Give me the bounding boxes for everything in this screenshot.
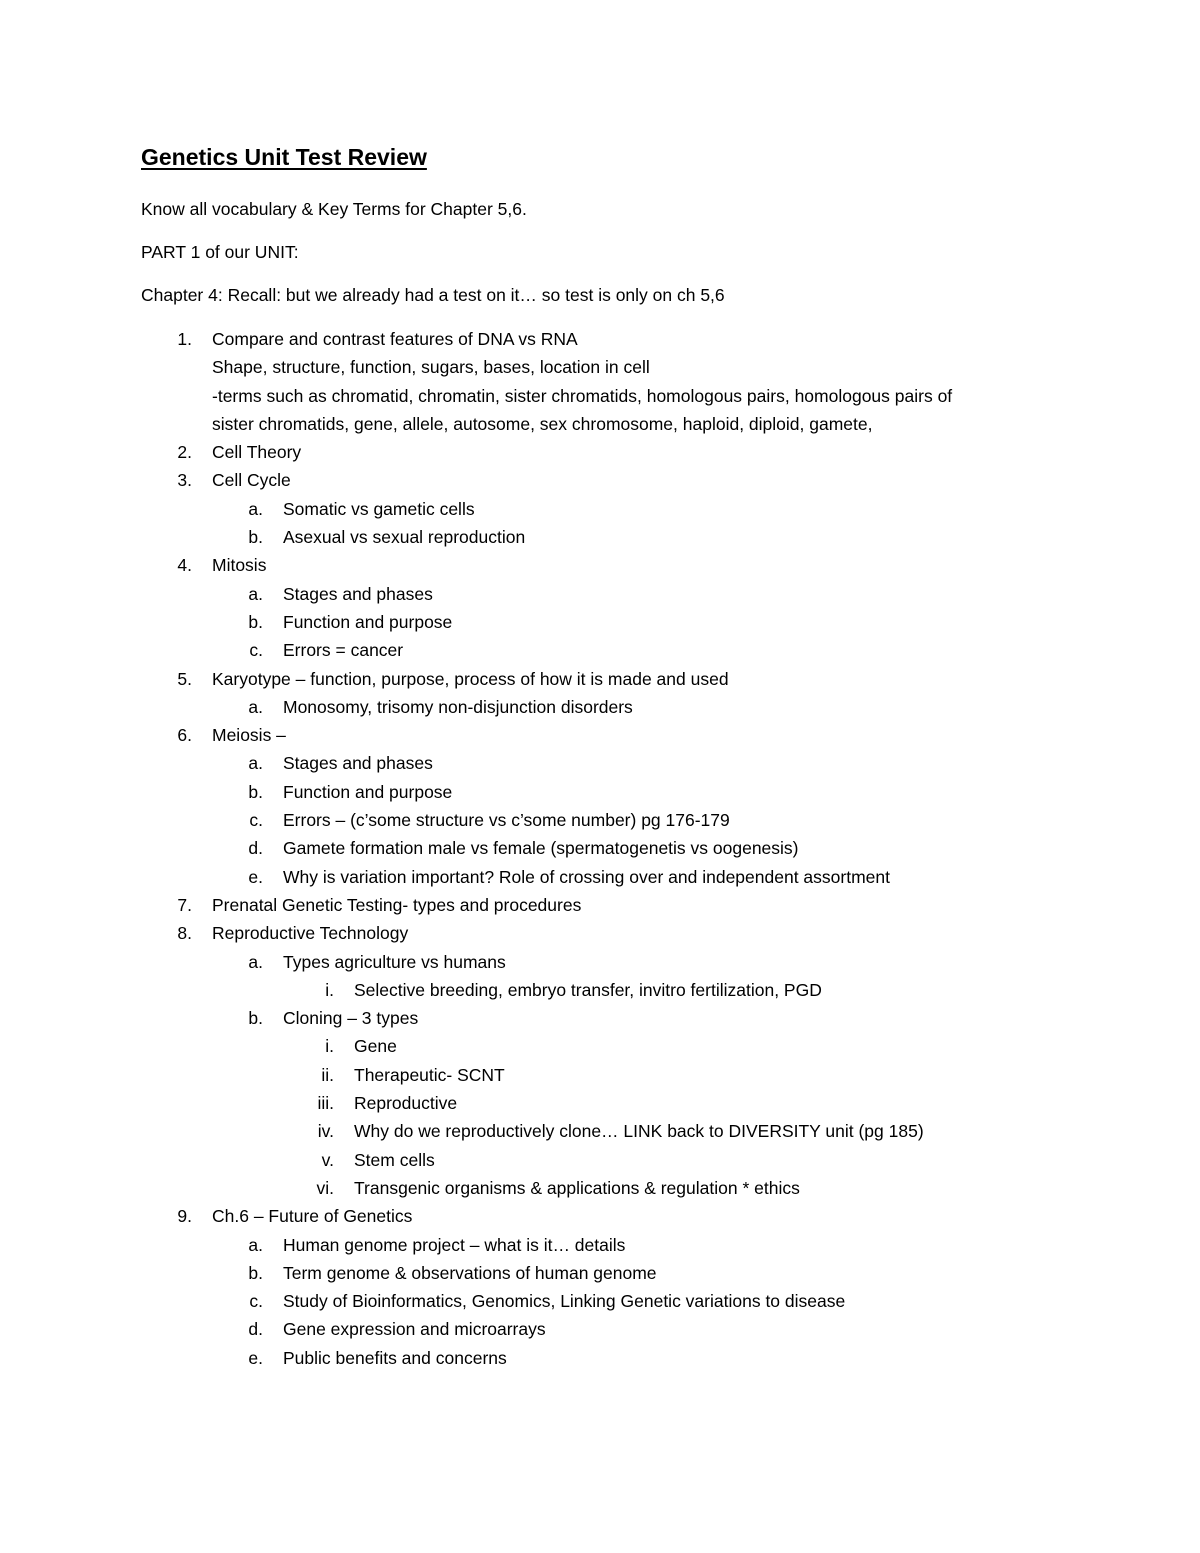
outline-item-level-2: [141, 1315, 1061, 1343]
list-item-text: Term genome & observations of human genome: [283, 1262, 657, 1283]
list-marker: b.: [248, 611, 263, 632]
outline-item-level-2: [141, 863, 1061, 891]
list-marker: a.: [248, 498, 263, 519]
list-marker: c.: [249, 810, 263, 831]
list-marker: c.: [249, 640, 263, 661]
outline-item-level-2: [141, 495, 1061, 523]
list-item-text: Somatic vs gametic cells: [283, 498, 475, 519]
list-marker: b.: [248, 527, 263, 548]
outline-item-level-2: [141, 1344, 1061, 1372]
outline-item-level-2: [141, 749, 1061, 777]
list-marker: d.: [248, 1319, 263, 1340]
list-marker: 6.: [177, 725, 192, 746]
list-item-text: Prenatal Genetic Testing- types and procedures: [212, 894, 582, 915]
outline-item-level-2: [141, 523, 1061, 551]
outline-item-level-1: [141, 665, 1061, 693]
list-item-text: Stages and phases: [283, 583, 433, 604]
outline-item-level-1: [141, 551, 1061, 579]
list-item-text: Why do we reproductively clone… LINK back to DIVERSITY unit (pg 185): [354, 1121, 924, 1142]
list-item-text: Gamete formation male vs female (spermatogenetis vs oogenesis): [283, 838, 799, 859]
list-item-text: Gene: [354, 1036, 397, 1057]
outline-continuation: [141, 382, 1061, 410]
list-marker: a.: [248, 696, 263, 717]
list-marker: i.: [325, 1036, 334, 1057]
list-item-text: Errors = cancer: [283, 640, 404, 661]
outline-item-level-2: [141, 1004, 1061, 1032]
outline-item-level-1: [141, 325, 1061, 353]
outline-item-level-1: [141, 438, 1061, 466]
outline-item-level-3: [141, 1032, 1061, 1060]
list-marker: b.: [248, 1008, 263, 1029]
list-item-text: Reproductive: [354, 1093, 458, 1114]
list-item-text: Shape, structure, function, sugars, bases, location in cell: [212, 357, 650, 378]
list-marker: 8.: [177, 923, 192, 944]
list-item-text: Study of Bioinformatics, Genomics, Linking Genetic variations to disease: [283, 1291, 846, 1312]
list-marker: c.: [249, 1291, 263, 1312]
list-item-text: -terms such as chromatid, chromatin, sister chromatids, homologous pairs, homologous pairs of: [212, 385, 953, 406]
list-marker: 4.: [177, 555, 192, 576]
list-marker: 9.: [177, 1206, 192, 1227]
list-marker: a.: [248, 583, 263, 604]
outline-item-level-3: [141, 1174, 1061, 1202]
outline-continuation: [141, 353, 1061, 381]
intro-chapter: Chapter 4: Recall: but we already had a test on it… so test is only on ch 5,6: [141, 285, 725, 305]
outline-item-level-1: [141, 919, 1061, 947]
list-marker: v.: [321, 1149, 334, 1170]
list-marker: iv.: [317, 1121, 334, 1142]
list-marker: b.: [248, 1262, 263, 1283]
outline-item-level-2: [141, 1259, 1061, 1287]
outline-continuation: [141, 410, 1061, 438]
list-marker: 1.: [177, 329, 192, 349]
list-item-text: Asexual vs sexual reproduction: [283, 527, 526, 548]
list-item-text: Cloning – 3 types: [283, 1008, 419, 1029]
list-item-text: Function and purpose: [283, 781, 453, 802]
outline-item-level-3: [141, 1117, 1061, 1145]
list-item-text: Cell Theory: [212, 442, 302, 463]
list-marker: d.: [248, 838, 263, 859]
outline-item-level-2: [141, 1231, 1061, 1259]
list-item-text: Karyotype – function, purpose, process of how it is made and used: [212, 668, 729, 689]
list-marker: a.: [248, 1234, 263, 1255]
review-outline: [141, 325, 1061, 1372]
outline-item-level-2: [141, 636, 1061, 664]
list-marker: 3.: [177, 470, 192, 491]
outline-item-level-2: [141, 1287, 1061, 1315]
list-item-text: Compare and contrast features of DNA vs RNA: [212, 329, 578, 349]
list-marker: b.: [248, 781, 263, 802]
list-item-text: Stem cells: [354, 1149, 435, 1170]
list-marker: i.: [325, 979, 334, 1000]
outline-item-level-1: [141, 1202, 1061, 1230]
outline-item-level-2: [141, 806, 1061, 834]
outline-item-level-3: [141, 1061, 1061, 1089]
outline-item-level-1: [141, 891, 1061, 919]
list-marker: 5.: [177, 668, 192, 689]
page-title: Genetics Unit Test Review: [141, 144, 427, 170]
outline-item-level-2: [141, 948, 1061, 976]
list-item-text: Why is variation important? Role of crossing over and independent assortment: [283, 866, 890, 887]
list-marker: vi.: [316, 1177, 334, 1198]
list-marker: a.: [248, 753, 263, 774]
list-item-text: Stages and phases: [283, 753, 433, 774]
list-marker: e.: [248, 1347, 263, 1368]
list-marker: 7.: [177, 894, 192, 915]
list-item-text: Function and purpose: [283, 611, 453, 632]
list-item-text: Mitosis: [212, 555, 267, 576]
outline-item-level-1: [141, 466, 1061, 494]
outline-item-level-2: [141, 608, 1061, 636]
list-marker: a.: [248, 951, 263, 972]
outline-item-level-3: [141, 976, 1061, 1004]
outline-item-level-3: [141, 1089, 1061, 1117]
list-item-text: Gene expression and microarrays: [283, 1319, 546, 1340]
list-marker: e.: [248, 866, 263, 887]
outline-item-level-1: [141, 721, 1061, 749]
intro-vocabulary: Know all vocabulary & Key Terms for Chapter 5,6.: [141, 199, 527, 219]
list-item-text: Ch.6 – Future of Genetics: [212, 1206, 413, 1227]
list-item-text: Therapeutic- SCNT: [354, 1064, 505, 1085]
list-item-text: Human genome project – what is it… details: [283, 1234, 626, 1255]
list-marker: 2.: [177, 442, 192, 463]
list-item-text: sister chromatids, gene, allele, autosome, sex chromosome, haploid, diploid, gamete,: [212, 413, 873, 434]
outline-item-level-2: [141, 693, 1061, 721]
list-marker: ii.: [321, 1064, 334, 1085]
list-item-text: Transgenic organisms & applications & regulation * ethics: [354, 1177, 800, 1198]
list-item-text: Public benefits and concerns: [283, 1347, 507, 1368]
list-item-text: Cell Cycle: [212, 470, 291, 491]
list-item-text: Errors – (c’some structure vs c’some number) pg 176-179: [283, 810, 730, 831]
outline-item-level-2: [141, 580, 1061, 608]
list-item-text: Reproductive Technology: [212, 923, 409, 944]
list-item-text: Meiosis –: [212, 725, 286, 746]
list-item-text: Selective breeding, embryo transfer, invitro fertilization, PGD: [354, 979, 822, 1000]
list-marker: iii.: [317, 1093, 334, 1114]
list-item-text: Monosomy, trisomy non-disjunction disorders: [283, 696, 633, 717]
intro-part: PART 1 of our UNIT:: [141, 242, 299, 262]
outline-item-level-2: [141, 778, 1061, 806]
list-item-text: Types agriculture vs humans: [283, 951, 506, 972]
outline-item-level-2: [141, 834, 1061, 862]
outline-item-level-3: [141, 1146, 1061, 1174]
